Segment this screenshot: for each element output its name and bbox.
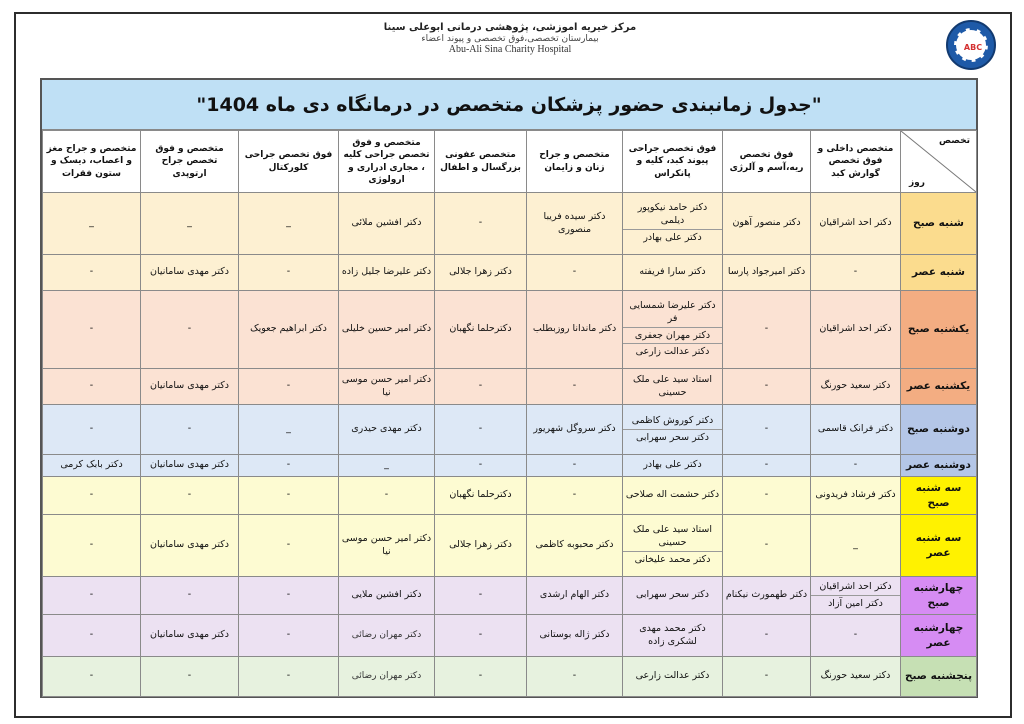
doctor-name: - (764, 539, 769, 551)
doctor-name: دکتر منصور آهون (732, 217, 801, 229)
day-cell: یکشنبه صبح (901, 291, 977, 369)
doctor-name: - (478, 589, 483, 601)
doctor-cell (339, 657, 435, 697)
table-row (43, 477, 977, 515)
doctor-name: - (764, 380, 769, 392)
doctor-cell (339, 515, 435, 577)
doctor-cell (435, 405, 527, 455)
column-header: متخصص داخلی و فوق تخصص گوارش کبد (811, 131, 901, 193)
corner-cell (901, 131, 977, 193)
doctor-name: - (478, 217, 483, 229)
doctor-cell (811, 657, 901, 697)
doctor-name: دکتر احد اشراقیان (819, 580, 892, 592)
doctor-cell (811, 477, 901, 515)
doctor-name: - (89, 489, 94, 501)
doctor-name: دکتر مهران رضائی (351, 671, 422, 682)
table-row (43, 515, 977, 577)
doctor-cell (527, 291, 623, 369)
doctor-name: - (853, 266, 858, 278)
doctor-cell (435, 515, 527, 577)
doctor-cell (435, 477, 527, 515)
doctor-name: - (572, 266, 577, 278)
header-line-1: مرکز خیریه اموزشی، پژوهشی درمانی ابوعلی سینا (383, 22, 637, 33)
doctor-cell (239, 477, 339, 515)
doctor-name: - (572, 489, 577, 501)
doctor-cell (339, 369, 435, 405)
table-row (43, 455, 977, 477)
corner-day-label: روز (909, 177, 925, 188)
doctor-cell (811, 405, 901, 455)
doctor-cell (339, 405, 435, 455)
doctor-cell (623, 577, 723, 615)
doctor-cell (239, 405, 339, 455)
doctor-cell (141, 369, 239, 405)
doctor-name: - (89, 323, 94, 335)
column-header: فوق تخصص ریه،آسم و آلرژی (723, 131, 811, 193)
doctor-cell (723, 577, 811, 615)
doctor-name: - (286, 266, 291, 278)
doctor-cell (527, 255, 623, 291)
doctor-cell (43, 577, 141, 615)
doctor-name: دکتر مهدی سامانیان (149, 380, 229, 392)
doctor-cell (435, 615, 527, 657)
doctor-name: - (764, 323, 769, 335)
doctor-name: دکتر علی بهادر (623, 229, 722, 245)
doctor-cell (623, 657, 723, 697)
doctor-cell (239, 577, 339, 615)
column-header: متخصص و فوق تخصص جراح ارتوپدی (141, 131, 239, 193)
doctor-cell (623, 369, 723, 405)
schedule-table (42, 130, 977, 697)
doctor-cell (723, 255, 811, 291)
doctor-name: - (478, 459, 483, 471)
doctor-name: - (764, 489, 769, 501)
doctor-name: دکتر مهدی حیدری (351, 423, 422, 435)
hospital-seal-icon (946, 20, 996, 70)
doctor-cell (527, 369, 623, 405)
doctor-name: - (187, 489, 192, 501)
column-header: فوق تخصص جراحی پیوند کبد، کلیه و پانکراس (623, 131, 723, 193)
table-row (43, 255, 977, 291)
doctor-name: دکتر علیرضا شمسایی فر (629, 299, 716, 324)
doctor-cell (339, 477, 435, 515)
doctor-name: دکتر احد اشراقیان (819, 217, 892, 229)
doctor-name: _ (384, 459, 389, 471)
doctor-name: - (853, 629, 858, 641)
table-row (43, 369, 977, 405)
doctor-cell (723, 477, 811, 515)
header-line-2: بیمارستان تخصصی،فوق تخصصی و پیوند اعضاء (421, 33, 599, 44)
doctor-name: - (764, 423, 769, 435)
doctor-name: - (89, 266, 94, 278)
doctor-name: استاد سید علی ملک حسینی (633, 524, 712, 549)
doctor-name: - (286, 489, 291, 501)
doctor-cell (723, 515, 811, 577)
doctor-cell (811, 455, 901, 477)
doctor-name: - (286, 539, 291, 551)
column-header: متخصص عفونی بزرگسال و اطفال (435, 131, 527, 193)
doctor-cell (435, 291, 527, 369)
day-cell: دوشنبه صبح (901, 405, 977, 455)
day-cell: شنبه عصر (901, 255, 977, 291)
doctor-cell (527, 405, 623, 455)
doctor-name: دکتر سعید حورنگ (820, 670, 891, 682)
doctor-name: استاد سید علی ملک حسینی (633, 373, 712, 398)
doctor-cell (527, 455, 623, 477)
doctor-name: - (89, 539, 94, 551)
doctor-name: - (286, 380, 291, 392)
doctor-cell (239, 193, 339, 255)
doctor-cell (141, 657, 239, 697)
doctor-name: دکتر امیر حسن موسی نیا (341, 532, 432, 557)
doctor-name: دکتر سحر سهرابی (623, 429, 722, 445)
doctor-cell (435, 657, 527, 697)
doctor-name: دکتر سیده فریبا منصوری (543, 210, 606, 235)
column-header: متخصص و جراح زنان و زایمان (527, 131, 623, 193)
column-header: متخصص و فوق تخصص جراحی کلیه ، مجاری ادراری و ارولوژی (339, 131, 435, 193)
doctor-name: - (572, 380, 577, 392)
doctor-name: - (764, 670, 769, 682)
doctor-cell (723, 405, 811, 455)
doctor-name: - (478, 629, 483, 641)
doctor-name: دکتر سحر سهرابی (635, 589, 710, 601)
doctor-cell (339, 255, 435, 291)
doctor-cell (623, 477, 723, 515)
doctor-name: دکتر فرانک قاسمی (817, 423, 894, 435)
doctor-cell (43, 515, 141, 577)
doctor-cell (623, 193, 723, 255)
doctor-cell (723, 615, 811, 657)
doctor-name: - (89, 670, 94, 682)
doctor-name: دکتر امیر حسن موسی نیا (341, 373, 432, 398)
doctor-cell (527, 657, 623, 697)
doctor-name: دکتر سارا فریفته (639, 266, 706, 278)
doctor-name: - (478, 670, 483, 682)
doctor-name: دکتر مهدی سامانیان (149, 539, 229, 551)
doctor-name: دکتر محمد مهدی لشکری زاده (639, 622, 706, 647)
doctor-name: دکتر طهمورث نیکنام (725, 589, 808, 601)
doctor-cell (339, 577, 435, 615)
doctor-cell (527, 477, 623, 515)
doctor-name: دکتر سروگل شهریور (533, 423, 616, 435)
doctor-name: دکتر امین آزاد (811, 595, 900, 611)
doctor-cell (339, 615, 435, 657)
doctor-cell (339, 291, 435, 369)
doctor-cell (811, 369, 901, 405)
doctor-name: دکتر افشین ملائی (351, 217, 422, 229)
doctor-cell (141, 615, 239, 657)
day-cell: شنبه صبح (901, 193, 977, 255)
doctor-cell (723, 291, 811, 369)
header-line-english: Abu-Ali Sina Charity Hospital (448, 43, 572, 55)
page-title: "جدول زمانبندی حضور پزشکان متخصص در درمانگاه دی ماه 1404" (196, 93, 822, 116)
doctor-name: دکتر امیر حسین خلیلی (341, 323, 432, 335)
doctor-cell (723, 657, 811, 697)
doctor-cell (141, 455, 239, 477)
doctor-cell (141, 477, 239, 515)
doctor-cell (239, 291, 339, 369)
doctor-name: دکتر کوروش کاظمی (631, 414, 714, 426)
doctor-cell (811, 577, 901, 615)
doctor-name: دکتر محمد علیخانی (623, 551, 722, 567)
day-cell: دوشنبه عصر (901, 455, 977, 477)
doctor-cell (43, 615, 141, 657)
day-cell: یکشنبه عصر (901, 369, 977, 405)
doctor-cell (43, 369, 141, 405)
doctor-cell (435, 369, 527, 405)
doctor-cell (43, 657, 141, 697)
doctor-name: دکتر مهران جعفری (623, 327, 722, 343)
doctor-name: دکتر حشمت اله صلاحی (625, 489, 720, 501)
doctor-cell (141, 405, 239, 455)
doctor-name: - (89, 629, 94, 641)
doctor-name: دکتر زهرا جلالی (449, 266, 512, 278)
table-row (43, 657, 977, 697)
day-cell: چهارشنبه صبح (901, 577, 977, 615)
doctor-cell (723, 455, 811, 477)
doctor-cell (239, 657, 339, 697)
doctor-cell (811, 291, 901, 369)
doctor-name: - (764, 459, 769, 471)
doctor-cell (43, 255, 141, 291)
doctor-name: _ (853, 539, 858, 551)
doctor-cell (43, 477, 141, 515)
doctor-cell (339, 455, 435, 477)
doctor-cell (527, 577, 623, 615)
doctor-name: دکتر مهران رضائی (351, 630, 422, 641)
column-header: فوق تخصص جراحی کلورکتال (239, 131, 339, 193)
doctor-cell (623, 255, 723, 291)
doctor-name: دکترحلما نگهبان (449, 323, 512, 335)
doctor-cell (239, 515, 339, 577)
doctor-cell (339, 193, 435, 255)
doctor-name: - (572, 459, 577, 471)
doctor-cell (141, 193, 239, 255)
doctor-name: دکتر احد اشراقیان (819, 323, 892, 335)
doctor-name: دکتر الهام ارشدی (539, 589, 610, 601)
seal-ring (954, 28, 988, 62)
doctor-cell (811, 515, 901, 577)
corner-specialty-label: تخصص (938, 136, 970, 146)
doctor-name: - (187, 423, 192, 435)
doctor-cell (811, 615, 901, 657)
day-cell: چهارشنبه عصر (901, 615, 977, 657)
doctor-name: - (286, 459, 291, 471)
schedule-body (43, 193, 977, 697)
doctor-name: - (286, 629, 291, 641)
day-cell: پنجشنبه صبح (901, 657, 977, 697)
doctor-name: دکتر فرشاد فریدونی (815, 489, 896, 501)
doctor-name: - (478, 423, 483, 435)
seal-mark: ABC (963, 43, 983, 52)
doctor-cell (811, 193, 901, 255)
doctor-cell (527, 615, 623, 657)
doctor-name: - (478, 380, 483, 392)
table-row (43, 577, 977, 615)
hospital-header (300, 22, 720, 55)
doctor-cell (43, 405, 141, 455)
doctor-cell (435, 193, 527, 255)
doctor-name: - (89, 423, 94, 435)
doctor-name: دکتر محبوبه کاظمی (535, 539, 614, 551)
doctor-name: - (89, 380, 94, 392)
doctor-name: _ (286, 217, 291, 229)
doctor-name: _ (89, 217, 94, 229)
doctor-name: دکتر علی بهادر (643, 459, 702, 471)
doctor-cell (239, 615, 339, 657)
column-header: متخصص و جراح مغز و اعصاب، دیسک و ستون فقرات (43, 131, 141, 193)
doctor-name: دکتر افشین ملایی (351, 589, 422, 601)
table-row (43, 615, 977, 657)
table-row (43, 291, 977, 369)
doctor-name: دکتر زهرا جلالی (449, 539, 512, 551)
doctor-name: - (853, 459, 858, 471)
day-cell: سه شنبه صبح (901, 477, 977, 515)
schedule-table-frame (40, 78, 978, 698)
doctor-name: - (187, 589, 192, 601)
doctor-name: - (89, 589, 94, 601)
doctor-cell (623, 515, 723, 577)
doctor-name: دکترحلما نگهبان (449, 489, 512, 501)
doctor-name: دکتر ماندانا روزبطلب (532, 323, 617, 335)
doctor-cell (527, 193, 623, 255)
doctor-cell (239, 369, 339, 405)
table-row (43, 193, 977, 255)
doctor-name: دکتر عدالت زارعی (635, 670, 710, 682)
doctor-cell (43, 291, 141, 369)
doctor-cell (435, 255, 527, 291)
doctor-cell (141, 291, 239, 369)
doctor-name: دکتر علیرضا جلیل زاده (341, 266, 432, 278)
doctor-cell (141, 515, 239, 577)
doctor-cell (623, 291, 723, 369)
doctor-name: دکتر مهدی سامانیان (149, 459, 229, 471)
doctor-name: دکتر عدالت زارعی (623, 343, 722, 359)
doctor-name: دکتر ابراهیم جعویک (250, 323, 327, 335)
doctor-name: - (286, 670, 291, 682)
doctor-cell (435, 455, 527, 477)
doctor-name: - (572, 670, 577, 682)
doctor-name: دکتر مهدی سامانیان (149, 266, 229, 278)
doctor-cell (43, 455, 141, 477)
doctor-name: دکتر حامد نیکوپور دیلمی (637, 202, 708, 227)
doctor-name: دکتر بابک کرمی (60, 459, 123, 471)
doctor-cell (43, 193, 141, 255)
title-bar (42, 80, 976, 130)
doctor-name: دکتر امیرجواد پارسا (727, 266, 806, 278)
doctor-cell (435, 577, 527, 615)
doctor-cell (811, 255, 901, 291)
doctor-name: - (187, 323, 192, 335)
doctor-cell (527, 515, 623, 577)
doctor-name: _ (187, 217, 192, 229)
doctor-cell (623, 615, 723, 657)
doctor-cell (623, 405, 723, 455)
doctor-cell (723, 369, 811, 405)
doctor-cell (141, 255, 239, 291)
day-cell: سه شنبه عصر (901, 515, 977, 577)
doctor-cell (239, 455, 339, 477)
doctor-name: دکتر سعید حورنگ (820, 380, 891, 392)
doctor-cell (239, 255, 339, 291)
doctor-name: _ (286, 423, 291, 435)
table-row (43, 405, 977, 455)
doctor-name: - (384, 489, 389, 501)
doctor-name: - (187, 670, 192, 682)
doctor-cell (623, 455, 723, 477)
doctor-name: - (286, 589, 291, 601)
header-row (43, 131, 977, 193)
doctor-cell (141, 577, 239, 615)
doctor-name: دکتر ژاله بوستانی (539, 629, 610, 641)
doctor-name: دکتر مهدی سامانیان (149, 629, 229, 641)
doctor-name: - (764, 629, 769, 641)
doctor-cell (723, 193, 811, 255)
